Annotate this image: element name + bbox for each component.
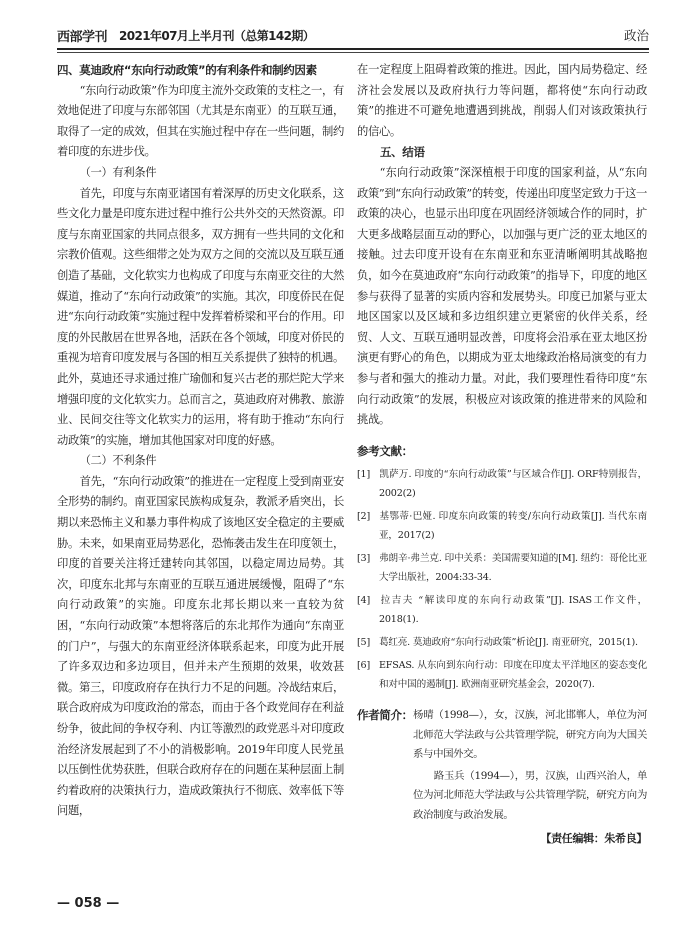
running-header bbox=[57, 24, 649, 46]
section-heading-5: 五、结语 bbox=[380, 145, 425, 160]
section-heading-4: 四、莫迪政府“东向行动政策”的有利条件和制约因素 bbox=[57, 63, 317, 77]
subheading-favorable: （一）有利条件 bbox=[79, 165, 157, 179]
reference-item: [4] 拉吉夫 “解读印度的东向行动政策”[J]. ISAS工作文件，2018(1). bbox=[357, 595, 647, 626]
reference-list bbox=[357, 465, 647, 694]
paragraph: “东向行动政策”作为印度主流外交政策的支柱之一，有效地促进了印度与东部邻国（尤其是东南亚）的互联互通，取得了一定的成效，但其在实施过程中存在一些问题，制约着印度的东进步伐。 bbox=[57, 83, 344, 159]
paragraph: “东向行动政策”深深植根于印度的国家利益，从“东向政策”到“东向行动政策”的转变，传递出印度坚定致力于这一政策的决心，也显示出印度在巩固经济领域合作的同时，扩大更多战略层面互动的野心，以加强与更广泛的亚太地区的接触。过去印度开设有在东南亚和东亚清晰阐明其战略抱负，如今在莫迪政府“东向行动政策”的指导下，印度的地区参与获得了显著的实质内容和发展势头。印度已加紧与亚太地区国家以及区域和多边组织建立更紧密的伙伴关系，经贸、人文、互联互通明显改善，印度将会沿承在亚太地区扮演更有野心的角色，以期成为亚太地缘政治格局演变的有力参与者和强大的推动力量。对此，我们要理性看待印度“东向行动政策”的发展，积极应对该政策的推进带来的风险和挑战。 bbox=[357, 165, 647, 427]
author-info bbox=[357, 706, 647, 827]
paragraph: 首先，印度与东南亚诸国有着深厚的历史文化联系，这些文化力量是印度东进过程中推行公共外交的天然资源。印度与东南亚国家的共同点很多，双方拥有一些共同的文化和宗教价值观。这些细带之处为双方之间的交流以及互联互通创造了基础，文化软实力也构成了印度与东南亚交往的大然媒道，推动了“东向行动政策”的实施。其次，印度侨民在促进“东向行动政策”实施过程中发挥着桥梁和平台的作用。印度的外民散居在世界各地，活跃在各个领域，印度对侨民的重视为培育印度发展与各国的相互关系提供了独特的机遇。此外，莫迪还寻求通过推广瑜伽和复兴古老的那烂陀大学来增强印度的文化软实力。总而言之，莫迪政府对佛教、旅游业、民间交往等文化软实力的运用，将有助于推动“东向行动政策”的实施，增加其他国家对印度的好感。 bbox=[57, 186, 344, 447]
section-label: 政治 bbox=[623, 28, 649, 43]
author-label: 作者简介： bbox=[357, 708, 413, 723]
page-number: — 058 — bbox=[57, 896, 120, 911]
references-title: 参考文献： bbox=[357, 443, 413, 458]
reference-item: [3] 弗朗辛·弗兰克. 印中关系：美国需要知道的[M]. 纽约：哥伦比亚大学出版社，2004:33-34. bbox=[357, 553, 647, 584]
subheading-unfavorable: （二）不利条件 bbox=[79, 454, 157, 468]
paragraph: 在一定程度上阻碍着政策的推进。因此，国内局势稳定、经济社会发展以及政府执行力等问题，都将使“东向行动政策”的推进不可避免地遭遇到挑战，削弱人们对该政策执行的信心。 bbox=[357, 63, 647, 138]
left-column bbox=[57, 60, 344, 822]
header-rule-thick bbox=[57, 48, 649, 50]
journal-name: 西部学刊 bbox=[57, 30, 108, 45]
reference-item: [2] 基鄂蒂·巴娅. 印度东向政策的转变/东向行动政策[J]. 当代东南亚，2017(2) bbox=[357, 511, 647, 542]
paragraph: 首先，“东向行动政策”的推进在一定程度上受到南亚安全形势的制约。南亚国家民族构成复杂，教派矛盾突出，长期以来恐怖主义和暴力事件构成了该地区安全稳定的主要威胁。未来，如果南亚局势恶化，恐怖袭击发生在印度领土，印度的首要关注将迁建转向其邻国，以稳定周边局势。其次，印度东北邦与东南亚的互联互通进展缓慢，阻碍了“东向行动政策”的实施。印度东北邦长期以来一直较为贫困，“东向行动政策”本想将落后的东北邦作为通向“东南亚的门户”，与强大的东南亚经济体联系起来，印度为此开展了许多双边和多边项目，但并未产生预期的效果，收效甚微。第三，印度政府存在执行力不足的问题。冷战结束后，联合政府成为印度政治的常态，而由于各个政党间存在利益纷争，彼此间的争权夺利、内讧等激烈的政党恶斗对印度政治经济发展起到了不小的消极影响。2019年印度人民党虽以压倒性优势获胜，但联合政府存在的问题在某种层面上制约着政府的决策执行力，造成政策执行不彻底、效率低下等问题， bbox=[57, 474, 344, 818]
header-rule-thin bbox=[57, 52, 649, 53]
reference-item: [1] 凯萨万. 印度的“东向行动政策”与区域合作[J]. ORF特别报告，2002(2) bbox=[357, 469, 647, 500]
author-bio: 路玉兵（1994—），男，汉族，山西兴治人，单位为河北师范大学法政与公共管理学院，研究方向为政治制度与政治发展。 bbox=[413, 769, 647, 821]
author-bio: 杨晴（1998—），女，汉族，河北邯郸人，单位为河北师范大学法政与公共管理学院，研究方向为大国关系与中国外交。 bbox=[413, 709, 647, 761]
right-column bbox=[357, 60, 647, 850]
reference-item: [6] EFSAS. 从东向到东向行动：印度在印度太平洋地区的姿态变化和对中国的遏制[J]. 欧洲南亚研究基金会，2020(7). bbox=[357, 660, 647, 691]
responsible-editor: 【责任编辑：朱希良】 bbox=[540, 832, 647, 846]
issue-info: 2021年07月上半月刊（总第142期） bbox=[119, 29, 315, 43]
reference-item: [5] 葛红亮. 莫迪政府“东向行动政策”析论[J]. 南亚研究，2015(1). bbox=[357, 637, 638, 649]
